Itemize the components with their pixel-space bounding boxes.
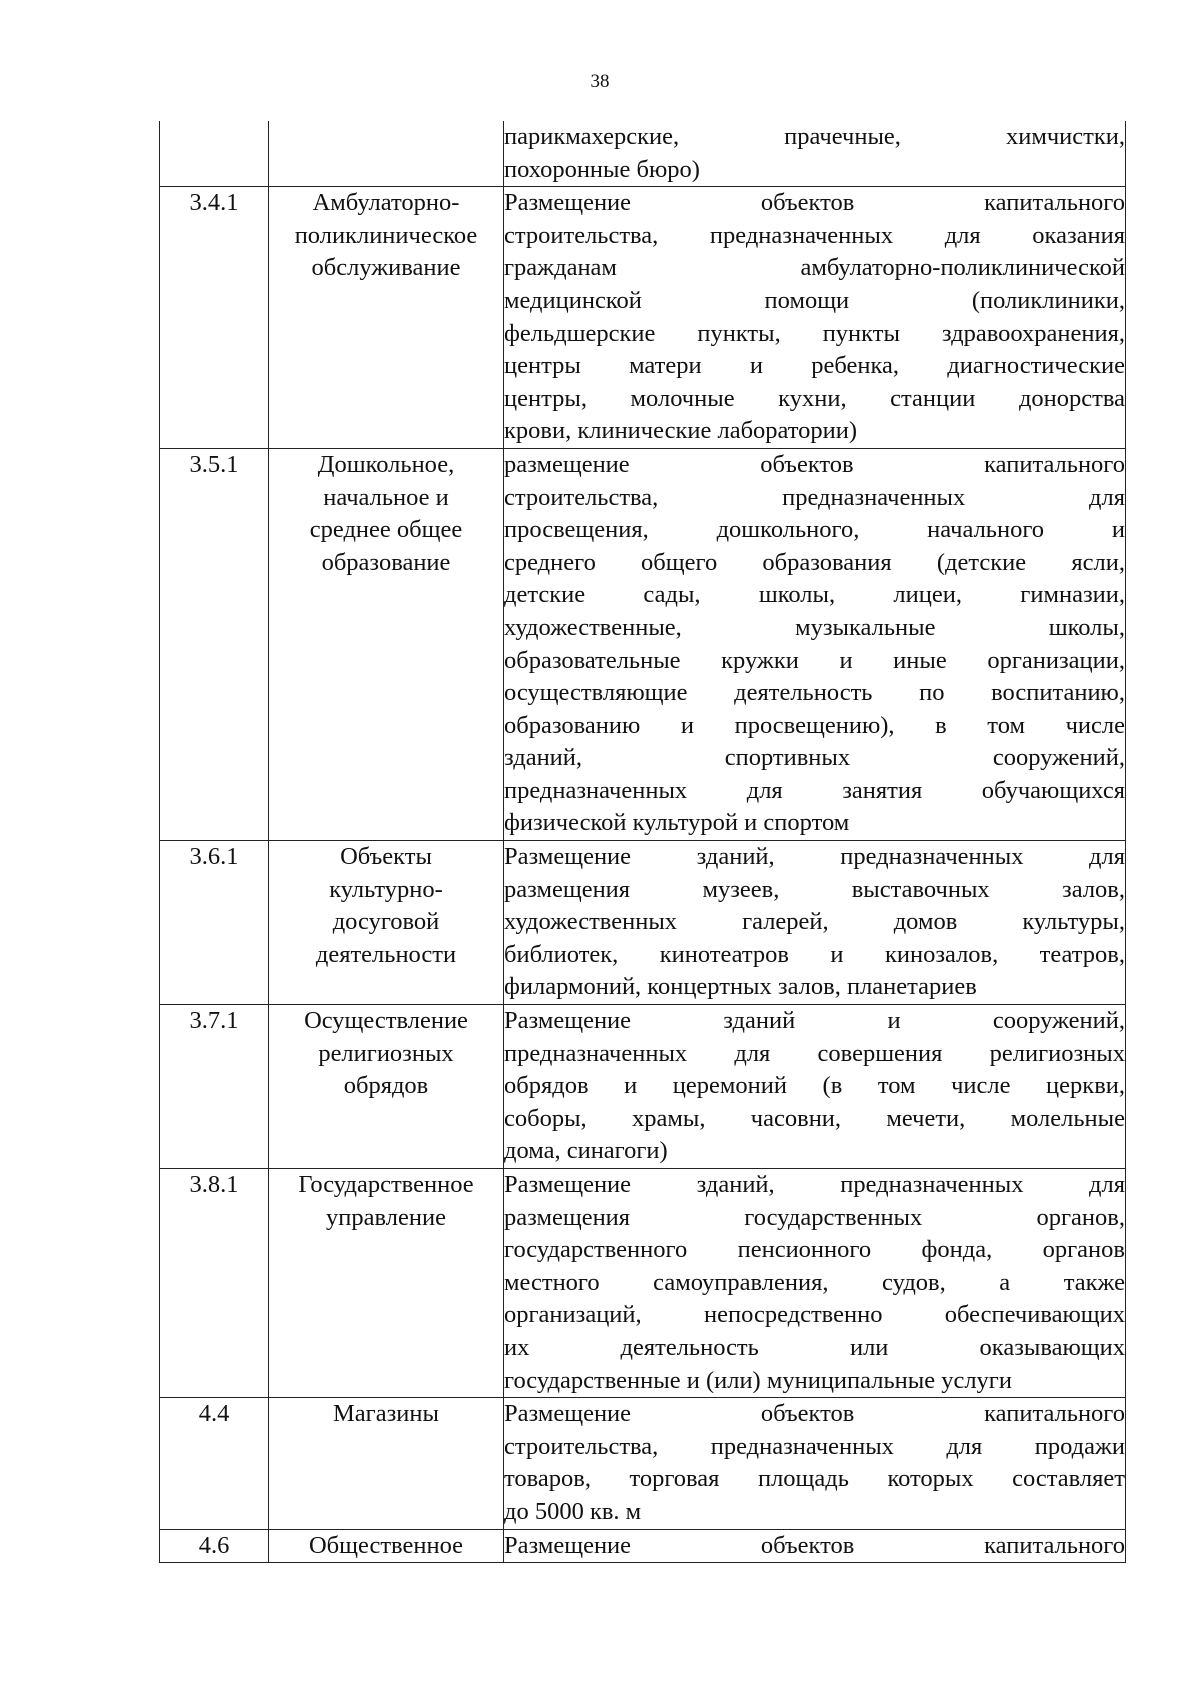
row-description-line: размещение объектов капитального [504, 450, 1125, 478]
row-description-line: размещения государственных органов, [504, 1203, 1125, 1231]
row-code-cell [160, 121, 269, 187]
row-description-cell [504, 1529, 1126, 1563]
row-code: 3.5.1 [189, 450, 239, 478]
row-description-line: Размещение зданий и сооружений, [504, 1007, 1125, 1035]
row-code-cell [160, 1529, 269, 1563]
row-description-line: товаров, торговая площадь которых составляет [504, 1465, 1125, 1493]
row-description-line: обрядов и церемоний (в том числе церкви, [504, 1072, 1125, 1100]
row-name-line: культурно- [329, 875, 443, 903]
row-description-line: парикмахерские, прачечные, химчистки, [504, 123, 1125, 150]
row-description-line: предназначенных для занятия обучающихся [504, 776, 1125, 804]
row-description-line: крови, клинические лаборатории) [504, 417, 858, 445]
row-description-line: Размещение объектов капитального [504, 1400, 1125, 1428]
table-row [160, 187, 1126, 449]
row-name-line: деятельности [315, 940, 457, 968]
row-description-line: строительства, предназначенных для продажи [504, 1432, 1125, 1460]
row-description-line: государственного пенсионного фонда, органов [504, 1236, 1125, 1264]
row-code-cell [160, 187, 269, 449]
row-description-line: библиотек, кинотеатров и кинозалов, театров, [504, 940, 1125, 968]
row-name-line: Объекты [340, 843, 432, 871]
row-name-cell [269, 121, 504, 187]
row-description-line: похоронные бюро) [504, 155, 700, 183]
row-name-line: Общественное [308, 1531, 464, 1559]
row-code: 3.8.1 [189, 1171, 239, 1198]
row-description-line: медицинской помощи (поликлиники, [504, 286, 1125, 314]
row-description-line: размещения музеев, выставочных залов, [504, 875, 1125, 903]
row-description-line: соборы, храмы, часовни, мечети, молельные [504, 1104, 1125, 1132]
row-name-line: управление [326, 1203, 446, 1231]
row-name-cell [269, 187, 504, 449]
row-description-line: филармоний, концертных залов, планетариев [504, 973, 977, 1001]
row-code-cell [160, 1169, 269, 1398]
row-description-line: их деятельность или оказывающих [504, 1333, 1125, 1361]
row-code: 4.6 [198, 1531, 230, 1559]
table-row [160, 841, 1126, 1005]
row-description-line: художественные, музыкальные школы, [504, 613, 1125, 641]
row-code: 3.4.1 [189, 189, 239, 217]
row-name-line: Магазины [333, 1400, 439, 1428]
row-description-line: образовательные кружки и иные организации, [504, 646, 1125, 674]
row-description-line: фельдшерские пункты, пункты здравоохранения, [504, 319, 1125, 347]
row-description-line: местного самоуправления, судов, а также [504, 1268, 1125, 1296]
row-name-line: образование [321, 548, 451, 576]
land-use-table [159, 121, 1126, 1563]
row-name-line: религиозных [318, 1039, 454, 1067]
row-description-line: строительства, предназначенных для оказания [504, 221, 1125, 249]
row-code-cell [160, 1398, 269, 1529]
row-name-line: досуговой [332, 908, 440, 936]
row-description-line: образованию и просвещению), в том числе [504, 711, 1125, 739]
row-description-cell [504, 1169, 1126, 1398]
row-code-cell [160, 841, 269, 1005]
row-name-cell [269, 841, 504, 1005]
table-body [160, 121, 1126, 1563]
row-description-cell [504, 1005, 1126, 1169]
row-name-cell [269, 1005, 504, 1169]
row-name-line: обрядов [343, 1072, 429, 1100]
row-name-line: Амбулаторно- [312, 189, 460, 217]
row-description-line: Размещение объектов капитального [504, 1531, 1125, 1559]
row-description-line: гражданам амбулаторно-поликлинической [504, 254, 1125, 282]
row-description-line: просвещения, дошкольного, начального и [504, 516, 1125, 544]
row-name-line: Дошкольное, [317, 450, 455, 478]
row-code-cell [160, 1005, 269, 1169]
table-row [160, 121, 1126, 187]
row-code: 3.6.1 [189, 843, 239, 871]
row-description-line: художественных галерей, домов культуры, [504, 908, 1125, 936]
row-name-cell [269, 1398, 504, 1529]
table-row [160, 1529, 1126, 1563]
row-description-line: среднего общего образования (детские ясли, [504, 548, 1125, 576]
table-row [160, 1398, 1126, 1529]
row-description-line: дома, синагоги) [504, 1137, 668, 1165]
row-description-line: предназначенных для совершения религиозных [504, 1039, 1125, 1067]
row-code [160, 121, 268, 154]
row-description-line: осуществляющие деятельность по воспитанию, [504, 679, 1125, 707]
row-description-cell [504, 841, 1126, 1005]
row-description-line: Размещение зданий, предназначенных для [504, 1171, 1125, 1198]
row-description-line: строительства, предназначенных для [504, 483, 1125, 511]
row-description-cell [504, 1398, 1126, 1529]
row-name-cell [269, 448, 504, 840]
row-description-line: физической культурой и спортом [504, 809, 850, 837]
row-description-line: организаций, непосредственно обеспечивающих [504, 1301, 1125, 1329]
row-code: 4.4 [198, 1400, 230, 1428]
row-name-line: Осуществление [304, 1007, 468, 1035]
row-description-cell [504, 448, 1126, 840]
row-name-line: обслуживание [311, 254, 461, 282]
row-name-cell [269, 1529, 504, 1563]
row-code: 3.7.1 [189, 1007, 239, 1035]
row-description-line: зданий, спортивных сооружений, [504, 744, 1125, 772]
table-row [160, 1169, 1126, 1398]
table-row [160, 448, 1126, 840]
row-name-cell [269, 1169, 504, 1398]
row-description-line: Размещение зданий, предназначенных для [504, 843, 1125, 871]
row-description-cell [504, 187, 1126, 449]
row-description-line: государственные и (или) муниципальные услуги [504, 1366, 1012, 1394]
row-description-line: центры, молочные кухни, станции донорства [504, 384, 1125, 412]
row-description-line: Размещение объектов капитального [504, 189, 1125, 217]
row-description-line: центры матери и ребенка, диагностические [504, 352, 1125, 380]
page-number: 38 [590, 71, 610, 92]
row-description-line: до 5000 кв. м [504, 1497, 642, 1525]
row-code-cell [160, 448, 269, 840]
row-name-line: поликлиническое [294, 221, 478, 249]
row-name-line: Государственное [298, 1171, 474, 1198]
row-description-line: детские сады, школы, лицеи, гимназии, [504, 581, 1125, 609]
row-name-line: начальное и [323, 483, 449, 511]
row-name-line: среднее общее [309, 516, 463, 544]
row-description-cell [504, 121, 1126, 187]
table-row [160, 1005, 1126, 1169]
